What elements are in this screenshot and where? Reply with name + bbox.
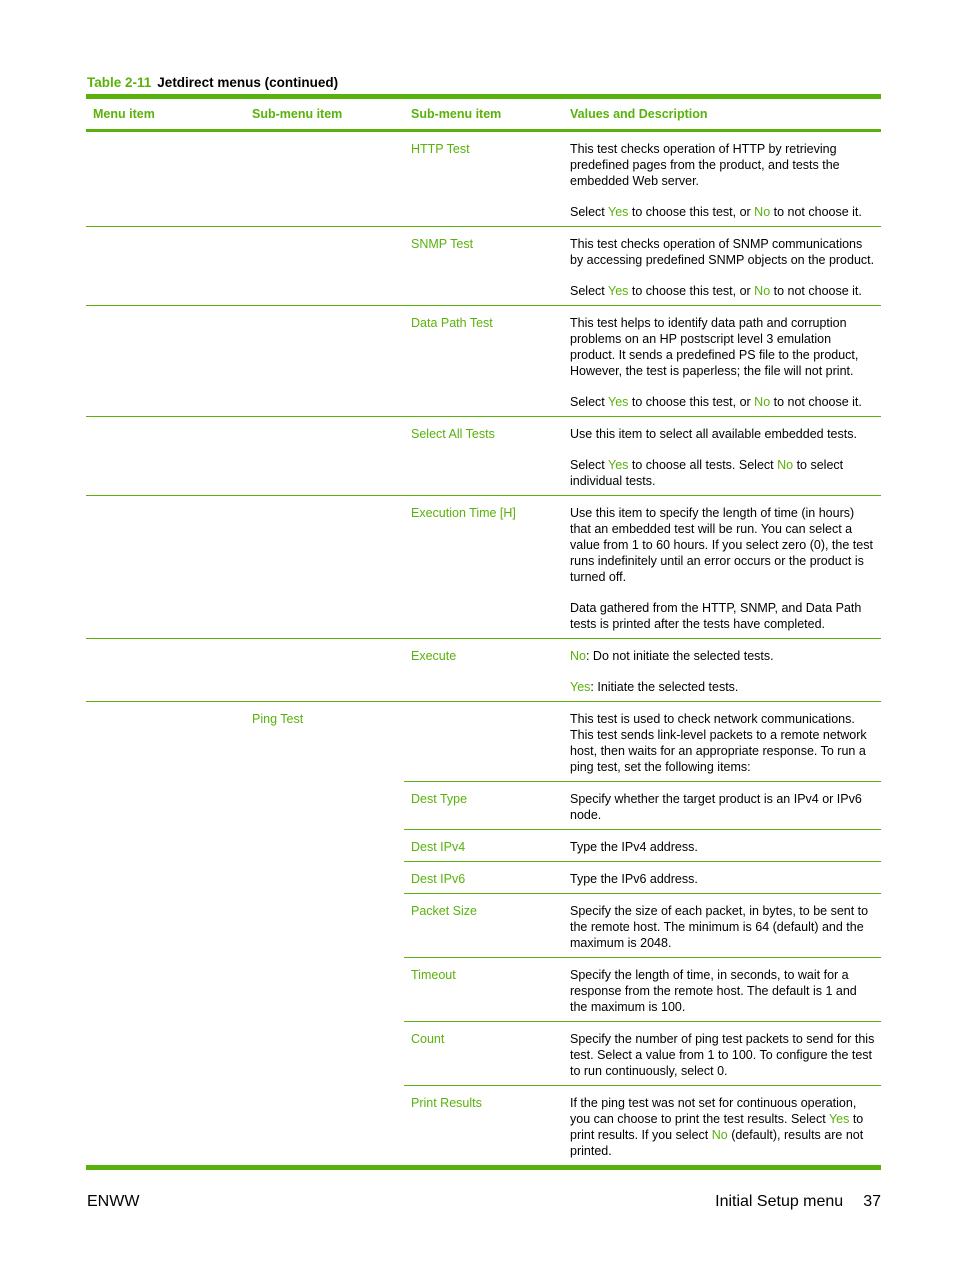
description-paragraph: [570, 903, 877, 951]
table-bottom-rule: [86, 1165, 881, 1170]
table-caption: [87, 75, 338, 90]
option-value: Yes: [570, 680, 591, 694]
description-paragraph: [570, 394, 877, 410]
description-text: to print results. If you select: [570, 1112, 864, 1142]
description-paragraph: [570, 283, 877, 299]
description-text: Type the IPv6 address.: [570, 872, 698, 886]
sub-menu-item-name: Dest IPv6: [411, 872, 466, 886]
description-paragraph: [570, 871, 877, 887]
description-paragraph: [570, 505, 877, 585]
description-text: Use this item to select all available embedded tests.: [570, 427, 857, 441]
description-paragraph: [570, 141, 877, 189]
values-description-cell: [563, 417, 881, 495]
description-paragraph: [570, 1095, 877, 1159]
description-text: Specify whether the target product is an IPv4 or IPv6 node.: [570, 792, 862, 822]
description-text: This test helps to identify data path and corruption problems on an HP postscript level 3 emulation product. It sends a predefined PS file to the product, However, the test is paperless; the file will not print.: [570, 316, 859, 378]
sub-menu-item-name: Execute: [411, 649, 457, 663]
ping-test-items: [404, 702, 881, 1165]
option-value: Yes: [608, 205, 629, 219]
header-sub-menu-item: Sub-menu item: [252, 107, 343, 121]
description-text: Select: [570, 458, 608, 472]
values-description-cell: [563, 496, 881, 638]
option-value: No: [777, 458, 794, 472]
menu-item-cell: [86, 306, 245, 416]
description-paragraph: [570, 315, 877, 379]
table-row: [86, 227, 881, 306]
values-description-cell: [563, 306, 881, 416]
description-paragraph: [570, 648, 877, 664]
sub-menu-item-name: Print Results: [411, 1096, 482, 1110]
table-row: [86, 639, 881, 702]
sub-menu-item-cell: [245, 496, 404, 638]
option-value: Yes: [608, 395, 629, 409]
ping-intro-row: [404, 702, 881, 782]
header-menu-item: Menu item: [93, 107, 155, 121]
option-value: Yes: [608, 284, 629, 298]
description-paragraph: [570, 457, 877, 489]
sub-menu-item-cell: [245, 417, 404, 495]
table-row: [404, 958, 881, 1022]
jetdirect-menus-table: [86, 94, 881, 1170]
description-text: to choose this test, or: [628, 205, 755, 219]
description-text: : Initiate the selected tests.: [590, 680, 739, 694]
description-paragraph: [570, 204, 877, 220]
option-value: No: [570, 649, 586, 663]
ping-intro-description: This test is used to check network communications. This test sends link-level packets to a remote network host, then waits for an appropriate response. To run a ping test, set the following items:: [570, 712, 867, 774]
description-paragraph: [570, 839, 877, 855]
header-sub-menu-item-2: Sub-menu item: [411, 107, 502, 121]
description-text: Data gathered from the HTTP, SNMP, and Data Path tests is printed after the tests have completed.: [570, 601, 862, 631]
option-value: Yes: [608, 458, 629, 472]
description-text: to not choose it.: [770, 284, 862, 298]
table-row: [404, 782, 881, 830]
sub-menu-item-name: Execution Time [H]: [411, 506, 516, 520]
table-title: Jetdirect menus (continued): [157, 75, 339, 90]
sub-menu-item-name: SNMP Test: [411, 237, 474, 251]
description-text: This test checks operation of SNMP communications by accessing predefined SNMP objects on the product.: [570, 237, 875, 267]
page-number: 37: [863, 1193, 881, 1210]
option-value: No: [711, 1128, 728, 1142]
description-text: to choose all tests. Select: [628, 458, 778, 472]
menu-item-cell: [86, 227, 245, 305]
table-header-row: [86, 99, 881, 129]
values-description-cell: [563, 830, 881, 861]
menu-item-cell: [86, 639, 245, 701]
sub-menu-item-name: Dest IPv4: [411, 840, 466, 854]
ping-test-label: Ping Test: [252, 712, 304, 726]
table-row: [404, 830, 881, 862]
description-text: Select: [570, 205, 608, 219]
description-text: to select individual tests.: [570, 458, 844, 488]
table-row: [404, 894, 881, 958]
option-value: No: [754, 284, 771, 298]
menu-item-cell: [86, 132, 245, 226]
table-row: [404, 1022, 881, 1086]
sub-menu-item-name: Count: [411, 1032, 445, 1046]
sub-menu-item-name: Data Path Test: [411, 316, 493, 330]
option-value: Yes: [828, 1112, 850, 1126]
table-row: [86, 132, 881, 227]
footer-right: [715, 1193, 881, 1211]
description-text: to not choose it.: [770, 205, 862, 219]
description-paragraph: [570, 967, 877, 1015]
values-description-cell: [563, 132, 881, 226]
table-number: Table 2-11: [87, 75, 152, 90]
sub-menu-item-name: Select All Tests: [411, 427, 495, 441]
description-text: Specify the number of ping test packets to send for this test. Select a value from 1 to 100. To configure the test to run continuously, select 0.: [570, 1032, 875, 1078]
description-text: Select: [570, 395, 608, 409]
values-description-cell: [563, 958, 881, 1021]
menu-item-cell: [86, 496, 245, 638]
sub-menu-item-name: HTTP Test: [411, 142, 470, 156]
values-description-cell: [563, 894, 881, 957]
table-row: [86, 496, 881, 639]
sub-menu-item-name: Dest Type: [411, 792, 468, 806]
description-text: to not choose it.: [770, 395, 862, 409]
description-text: If the ping test was not set for continuous operation, you can choose to print the test results. Select: [570, 1096, 857, 1126]
sub-menu-item-cell: [245, 227, 404, 305]
description-text: Use this item to specify the length of time (in hours) that an embedded test will be run. You can select a value from 1 to 60 hours. If you select zero (0), the test runs indefinitely until an error occurs or the product is turned off.: [570, 506, 873, 584]
table-row: [404, 1086, 881, 1165]
description-text: This test checks operation of HTTP by retrieving predefined pages from the product, and tests the embedded Web server.: [570, 142, 840, 188]
description-text: Type the IPv4 address.: [570, 840, 698, 854]
values-description-cell: [563, 639, 881, 701]
description-text: : Do not initiate the selected tests.: [585, 649, 774, 663]
option-value: No: [754, 395, 771, 409]
description-text: Select: [570, 284, 608, 298]
table-body: [86, 132, 881, 1165]
sub-menu-item-cell: [245, 132, 404, 226]
description-text: to choose this test, or: [628, 395, 755, 409]
ping-test-block: [86, 702, 881, 1165]
sub-menu-item-cell: [245, 306, 404, 416]
header-values-description: Values and Description: [570, 107, 708, 121]
menu-item-cell: [86, 702, 245, 1165]
values-description-cell: [563, 1086, 881, 1165]
description-paragraph: [570, 791, 877, 823]
description-text: Specify the size of each packet, in bytes, to be sent to the remote host. The minimum is 64 (default) and the maximum is 2048.: [570, 904, 869, 950]
table-row: [404, 862, 881, 894]
values-description-cell: [563, 1022, 881, 1085]
values-description-cell: [563, 782, 881, 829]
sub-menu-item-name: Packet Size: [411, 904, 478, 918]
values-description-cell: [563, 227, 881, 305]
sub-menu-item-cell: [245, 639, 404, 701]
description-text: (default), results are not printed.: [570, 1128, 864, 1158]
description-paragraph: [570, 426, 877, 442]
values-description-cell: [563, 862, 881, 893]
description-paragraph: [570, 679, 877, 695]
description-text: Specify the length of time, in seconds, to wait for a response from the remote host. The default is 1 and the maximum is 100.: [570, 968, 857, 1014]
menu-item-cell: [86, 417, 245, 495]
footer-section: Initial Setup menu: [715, 1193, 844, 1210]
sub-menu-item-cell: [404, 702, 563, 781]
table-row: [86, 306, 881, 417]
option-value: No: [754, 205, 771, 219]
description-paragraph: [570, 1031, 877, 1079]
footer-left: ENWW: [87, 1193, 140, 1210]
sub-menu-item-name: Timeout: [411, 968, 456, 982]
description-text: to choose this test, or: [628, 284, 755, 298]
description-paragraph: [570, 600, 877, 632]
description-paragraph: [570, 236, 877, 268]
table-row: [86, 417, 881, 496]
